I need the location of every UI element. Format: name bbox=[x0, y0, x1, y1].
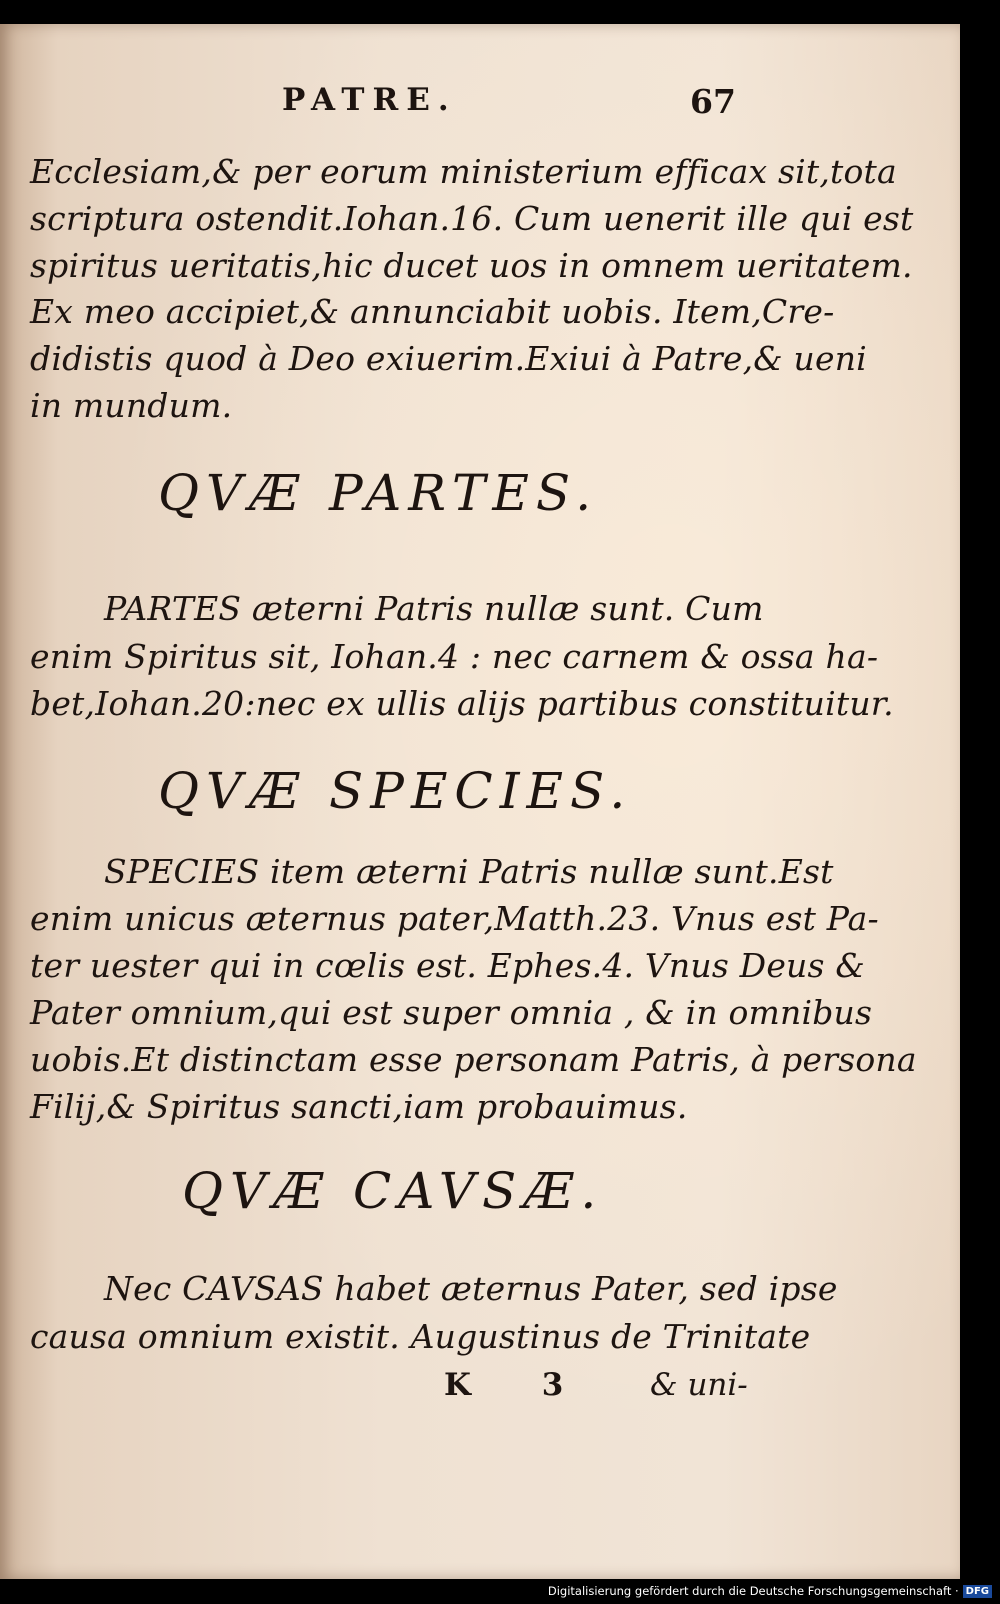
text-line: spiritus ueritatis,hic ducet uos in omnem ueritatem. bbox=[30, 246, 913, 285]
text-line: Filij,& Spiritus sancti,iam probauimus. bbox=[30, 1087, 688, 1126]
text-line: Ecclesiam,& per eorum ministerium efficax sit,tota bbox=[30, 152, 897, 191]
text-line: scriptura ostendit.Iohan.16. Cum uenerit ille qui est bbox=[30, 199, 914, 238]
text-line: bet,Iohan.20:nec ex ullis alijs partibus constituitur. bbox=[30, 684, 894, 723]
catchword: & uni- bbox=[650, 1367, 748, 1403]
section-heading-causae: QVÆ CAVSÆ. bbox=[182, 1162, 604, 1220]
signature-mark: K 3 bbox=[444, 1367, 594, 1403]
text-line: SPECIES item æterni Patris nullæ sunt.Est bbox=[104, 852, 834, 891]
text-line: Pater omnium,qui est super omnia , & in omnibus bbox=[30, 993, 873, 1032]
text-line: Ex meo accipiet,& annunciabit uobis. Item,Cre- bbox=[30, 292, 835, 331]
scan-border bbox=[960, 24, 1000, 1579]
text-line: enim unicus æternus pater,Matth.23. Vnus est Pa- bbox=[30, 899, 879, 938]
text-line: enim Spiritus sit, Iohan.4 : nec carnem & ossa ha- bbox=[30, 637, 879, 676]
text-line: didistis quod à Deo exiuerim.Exiui à Patre,& ueni bbox=[30, 339, 867, 378]
book-page bbox=[0, 24, 960, 1579]
dfg-logo-icon: DFG bbox=[963, 1585, 992, 1598]
text-line: uobis.Et distinctam esse personam Patris, à persona bbox=[30, 1040, 917, 1079]
section-heading-partes: QVÆ PARTES. bbox=[158, 464, 599, 522]
text-line: ter uester qui in cœlis est. Ephes.4. Vnus Deus & bbox=[30, 946, 865, 985]
section-heading-species: QVÆ SPECIES. bbox=[158, 762, 633, 820]
text-line: PARTES æterni Patris nullæ sunt. Cum bbox=[104, 589, 764, 628]
text-line: Nec CAVSAS habet æternus Pater, sed ipse bbox=[104, 1269, 838, 1308]
text-line: in mundum. bbox=[30, 386, 233, 425]
text-line: causa omnium existit. Augustinus de Trinitate bbox=[30, 1317, 811, 1356]
funding-footer bbox=[548, 1584, 992, 1598]
running-head: PATRE. bbox=[282, 82, 457, 118]
footer-text: Digitalisierung gefördert durch die Deutsche Forschungsgemeinschaft · bbox=[547, 1584, 959, 1598]
page-number: 67 bbox=[690, 82, 736, 121]
